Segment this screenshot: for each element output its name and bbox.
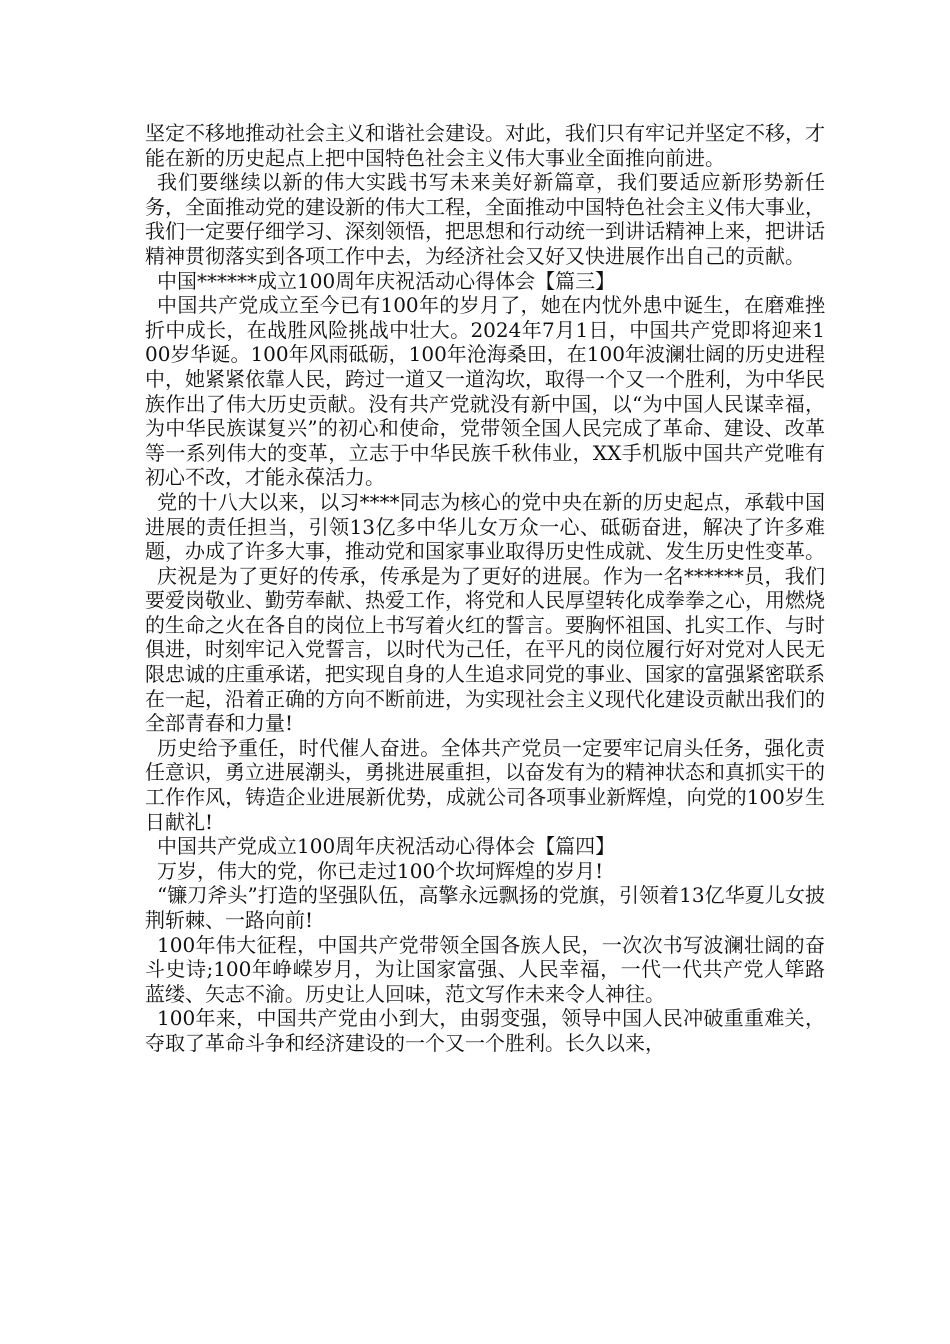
paragraph: 万岁，伟大的党，你已走过100个坎坷辉煌的岁月! [157, 858, 604, 883]
paragraph: “镰刀斧头”打造的坚强队伍，高擎永远飘扬的党旗，引领着13亿华夏儿女披荆斩棘、一路向前! [145, 883, 825, 932]
paragraph: 100年来，中国共产党由小到大，由弱变强，领导中国人民冲破重重难关，夺取了革命斗争和经济建设的一个又一个胜利。长久以来， [145, 1006, 825, 1055]
paragraph: 我们要继续以新的伟大实践书写未来美好新篇章，我们要适应新形势新任务，全面推动党的建设新的伟大工程，全面推动中国特色社会主义伟大事业，我们一定要仔细学习、深刻领悟，把思想和行动统一到讲话精神上来，把讲话精神贯彻落实到各项工作中去，为经济社会又好又快进展作出自己的贡献。 [145, 170, 825, 268]
paragraph: 坚定不移地推动社会主义和谐社会建设。对此，我们只有牢记并坚定不移，才能在新的历史起点上把中国特色社会主义伟大事业全面推向前进。 [145, 121, 825, 170]
document-body [145, 121, 825, 1056]
paragraph: 庆祝是为了更好的传承，传承是为了更好的进展。作为一名******员，我们要爱岗敬业、勤劳奉献、热爱工作，将党和人民厚望转化成拳拳之心，用燃烧的生命之火在各自的岗位上书写着火红的誓言。要胸怀祖国、扎实工作、与时俱进，时刻牢记入党誓言，以时代为己任，在平凡的岗位履行好对党对人民无限忠诚的庄重承诺，把实现自身的人生追求同党的事业、国家的富强紧密联系在一起，沿着正确的方向不断前进，为实现社会主义现代化建设贡献出我们的全部青春和力量! [145, 563, 825, 736]
paragraph: 历史给予重任，时代催人奋进。全体共产党员一定要牢记肩头任务，强化责任意识，勇立进展潮头，勇挑进展重担，以奋发有为的精神状态和真抓实干的工作作风，铸造企业进展新优势，成就公司各项事业新辉煌，向党的100岁生日献礼! [145, 735, 825, 834]
section-heading: 中国共产党成立100周年庆祝活动心得体会【篇四】 [157, 834, 616, 859]
section-heading: 中国******成立100周年庆祝活动心得体会【篇三】 [157, 268, 616, 293]
paragraph: 100年伟大征程，中国共产党带领全国各族人民，一次次书写波澜壮阔的奋斗史诗;100年峥嵘岁月，为让国家富强、人民幸福，一代一代共产党人筚路蓝缕、矢志不渝。历史让人回味，范文写作未来令人神往。 [145, 932, 825, 1006]
paragraph: 党的十八大以来，以习****同志为核心的党中央在新的历史起点，承载中国进展的责任担当，引领13亿多中华儿女万众一心、砥砺奋进，解决了许多难题，办成了许多大事，推动党和国家事业取得历史性成就、发生历史性变革。 [145, 489, 825, 564]
paragraph: 中国共产党成立至今已有100年的岁月了，她在内忧外患中诞生，在磨难挫折中成长，在战胜风险挑战中壮大。2024年7月1日，中国共产党即将迎来100岁华诞。100年风雨砥砺，100年沧海桑田，在100年波澜壮阔的历史进程中，她紧紧依靠人民，跨过一道又一道沟坎，取得一个又一个胜利，为中华民族作出了伟大历史贡献。没有共产党就没有新中国，以“为中国人民谋幸福，为中华民族谋复兴”的初心和使命，党带领全国人民完成了革命、建设、改革等一系列伟大的变革，立志于中华民族千秋伟业，XX手机版中国共产党唯有初心不改，才能永葆活力。 [145, 293, 825, 490]
